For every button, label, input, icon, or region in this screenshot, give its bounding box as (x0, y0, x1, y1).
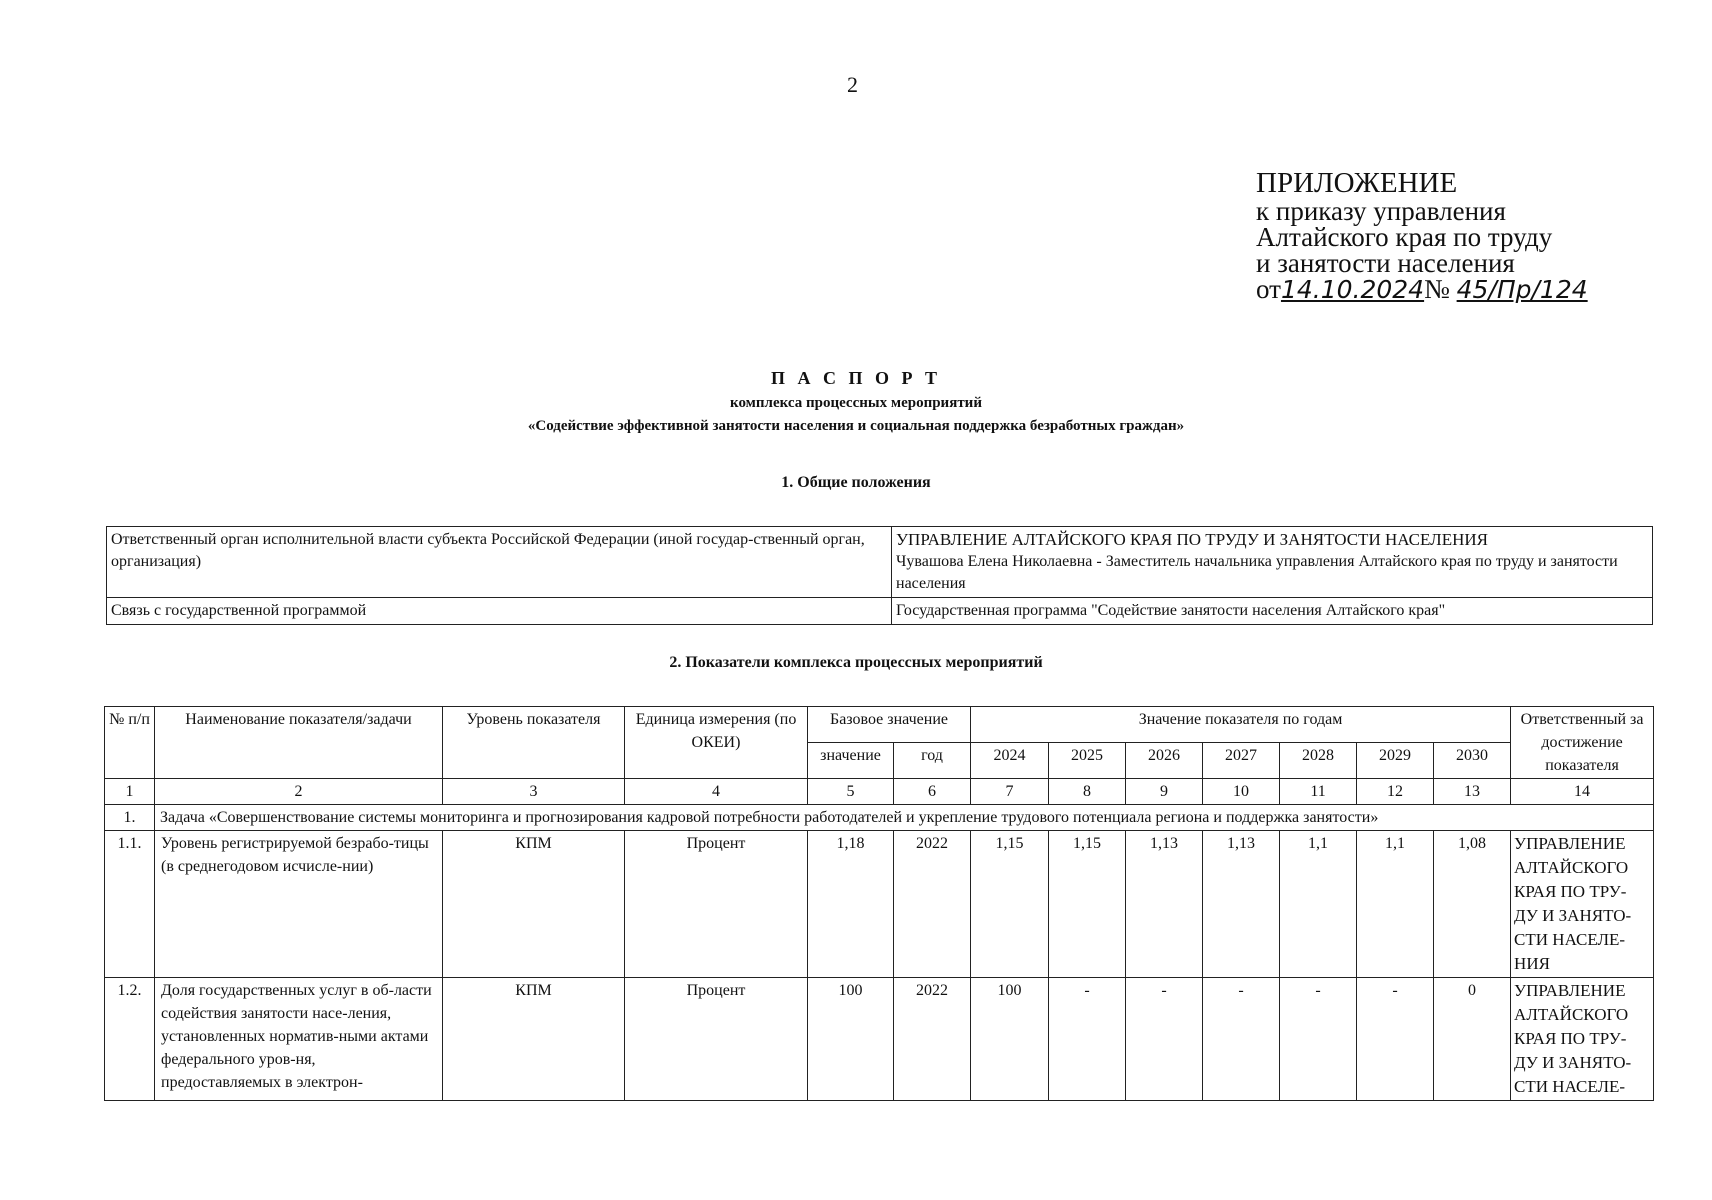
col-number: 14 (1511, 779, 1654, 805)
table-row (107, 527, 1653, 598)
passport-header (0, 368, 1712, 435)
col-number: 7 (971, 779, 1049, 805)
base-value: 100 (808, 978, 894, 1101)
base-year: 2022 (894, 978, 971, 1101)
base-year: 2022 (894, 831, 971, 978)
passport-subtitle: комплекса процессных мероприятий (730, 395, 982, 411)
year-value: 1,15 (1049, 831, 1126, 978)
col-number: 9 (1126, 779, 1203, 805)
col-number: 6 (894, 779, 971, 805)
col-years-header: Значение показателя по годам (971, 707, 1511, 743)
year-value: - (1280, 978, 1357, 1101)
year-value: 1,1 (1280, 831, 1357, 978)
col-number: 10 (1203, 779, 1280, 805)
year-value: - (1357, 978, 1434, 1101)
order-number: 45/Пр/124 (1456, 275, 1588, 304)
row-num: 1.2. (105, 978, 155, 1101)
page-number: 2 (847, 72, 858, 97)
passport-title: П А С П О Р Т (770, 368, 941, 388)
year-value: 0 (1434, 978, 1511, 1101)
col-number: 5 (808, 779, 894, 805)
table-row (107, 598, 1653, 625)
task-text: Задача «Совершенствование системы мониторинга и прогнозирования кадровой потребности работодателей и укрепление трудового потенциала региона и поддержка занятости» (155, 805, 1654, 831)
section1-title: 1. Общие положения (781, 474, 931, 491)
col-base-value: значение (808, 743, 894, 779)
indicators-table (104, 706, 1654, 1101)
number-sign: № (1424, 274, 1450, 304)
general-value (892, 527, 1653, 598)
col-resp-header: Ответственный за достижение показателя (1511, 707, 1654, 779)
responsible-org: УПРАВЛЕНИЕ АЛТАЙСКОГО КРАЯ ПО ТРУДУ И ЗАНЯТОСТИ НАСЕЛЕНИЯ (896, 530, 1488, 549)
appendix-date-line (1256, 276, 1588, 303)
col-name-header: Наименование показателя/задачи (155, 707, 443, 779)
col-number: 3 (443, 779, 625, 805)
col-number: 12 (1357, 779, 1434, 805)
indicator-level: КПМ (443, 831, 625, 978)
col-number: 13 (1434, 779, 1511, 805)
appendix-line: к приказу управления (1256, 196, 1506, 226)
year-value: 1,08 (1434, 831, 1511, 978)
col-year: 2027 (1203, 743, 1280, 779)
col-level-header: Уровень показателя (443, 707, 625, 779)
col-base-year: год (894, 743, 971, 779)
col-unit-header: Единица измерения (по ОКЕИ) (625, 707, 808, 779)
general-value: Государственная программа "Содействие занятости населения Алтайского края" (892, 598, 1653, 625)
task-num: 1. (105, 805, 155, 831)
year-value: 100 (971, 978, 1049, 1101)
general-label: Ответственный орган исполнительной власти субъекта Российской Федерации (иной государ-ственный орган, организация) (107, 527, 892, 598)
passport-name: «Содействие эффективной занятости населения и социальная поддержка безработных граждан» (527, 418, 1185, 434)
base-value: 1,18 (808, 831, 894, 978)
general-label: Связь с государственной программой (107, 598, 892, 625)
year-value: - (1049, 978, 1126, 1101)
col-year: 2030 (1434, 743, 1511, 779)
col-number: 2 (155, 779, 443, 805)
col-number: 4 (625, 779, 808, 805)
appendix-title: ПРИЛОЖЕНИЕ (1256, 167, 1458, 199)
appendix-line: и занятости населения (1256, 248, 1515, 278)
row-num: 1.1. (105, 831, 155, 978)
col-number: 11 (1280, 779, 1357, 805)
col-year: 2029 (1357, 743, 1434, 779)
col-year: 2028 (1280, 743, 1357, 779)
indicator-level: КПМ (443, 978, 625, 1101)
indicator-name: Уровень регистрируемой безрабо-тицы (в среднегодовом исчисле-нии) (155, 831, 443, 978)
col-year: 2026 (1126, 743, 1203, 779)
section2-title: 2. Показатели комплекса процессных мероприятий (669, 654, 1043, 671)
column-number-row (105, 779, 1654, 805)
indicator-unit: Процент (625, 978, 808, 1101)
general-table (106, 526, 1653, 625)
col-num-header: № п/п (105, 707, 155, 779)
year-value: 1,15 (971, 831, 1049, 978)
col-number: 8 (1049, 779, 1126, 805)
appendix-block (1256, 168, 1588, 303)
indicator-unit: Процент (625, 831, 808, 978)
year-value: - (1126, 978, 1203, 1101)
responsible: УПРАВЛЕНИЕ АЛТАЙСКОГО КРАЯ ПО ТРУ-ДУ И ЗАНЯТО-СТИ НАСЕЛЕ- (1511, 978, 1654, 1101)
appendix-line: Алтайского края по труду (1256, 222, 1553, 252)
indicator-name: Доля государственных услуг в об-ласти содействия занятости насе-ления, установленных норматив-ными актами федерального уров-ня, предоставляемых в электрон- (155, 978, 443, 1101)
responsible: УПРАВЛЕНИЕ АЛТАЙСКОГО КРАЯ ПО ТРУ-ДУ И ЗАНЯТО-СТИ НАСЕЛЕ-НИЯ (1511, 831, 1654, 978)
table-row (105, 978, 1654, 1101)
table-row (105, 831, 1654, 978)
col-year: 2024 (971, 743, 1049, 779)
year-value: 1,1 (1357, 831, 1434, 978)
header-row (105, 707, 1654, 743)
task-row (105, 805, 1654, 831)
col-number: 1 (105, 779, 155, 805)
year-value: - (1203, 978, 1280, 1101)
year-value: 1,13 (1126, 831, 1203, 978)
year-value: 1,13 (1203, 831, 1280, 978)
from-prefix: от (1256, 274, 1281, 304)
responsible-person: Чувашова Елена Николаевна - Заместитель начальника управления Алтайского края по труду и занятости населения (896, 553, 1618, 592)
col-base-header: Базовое значение (808, 707, 971, 743)
col-year: 2025 (1049, 743, 1126, 779)
order-date: 14.10.2024 (1280, 275, 1425, 304)
